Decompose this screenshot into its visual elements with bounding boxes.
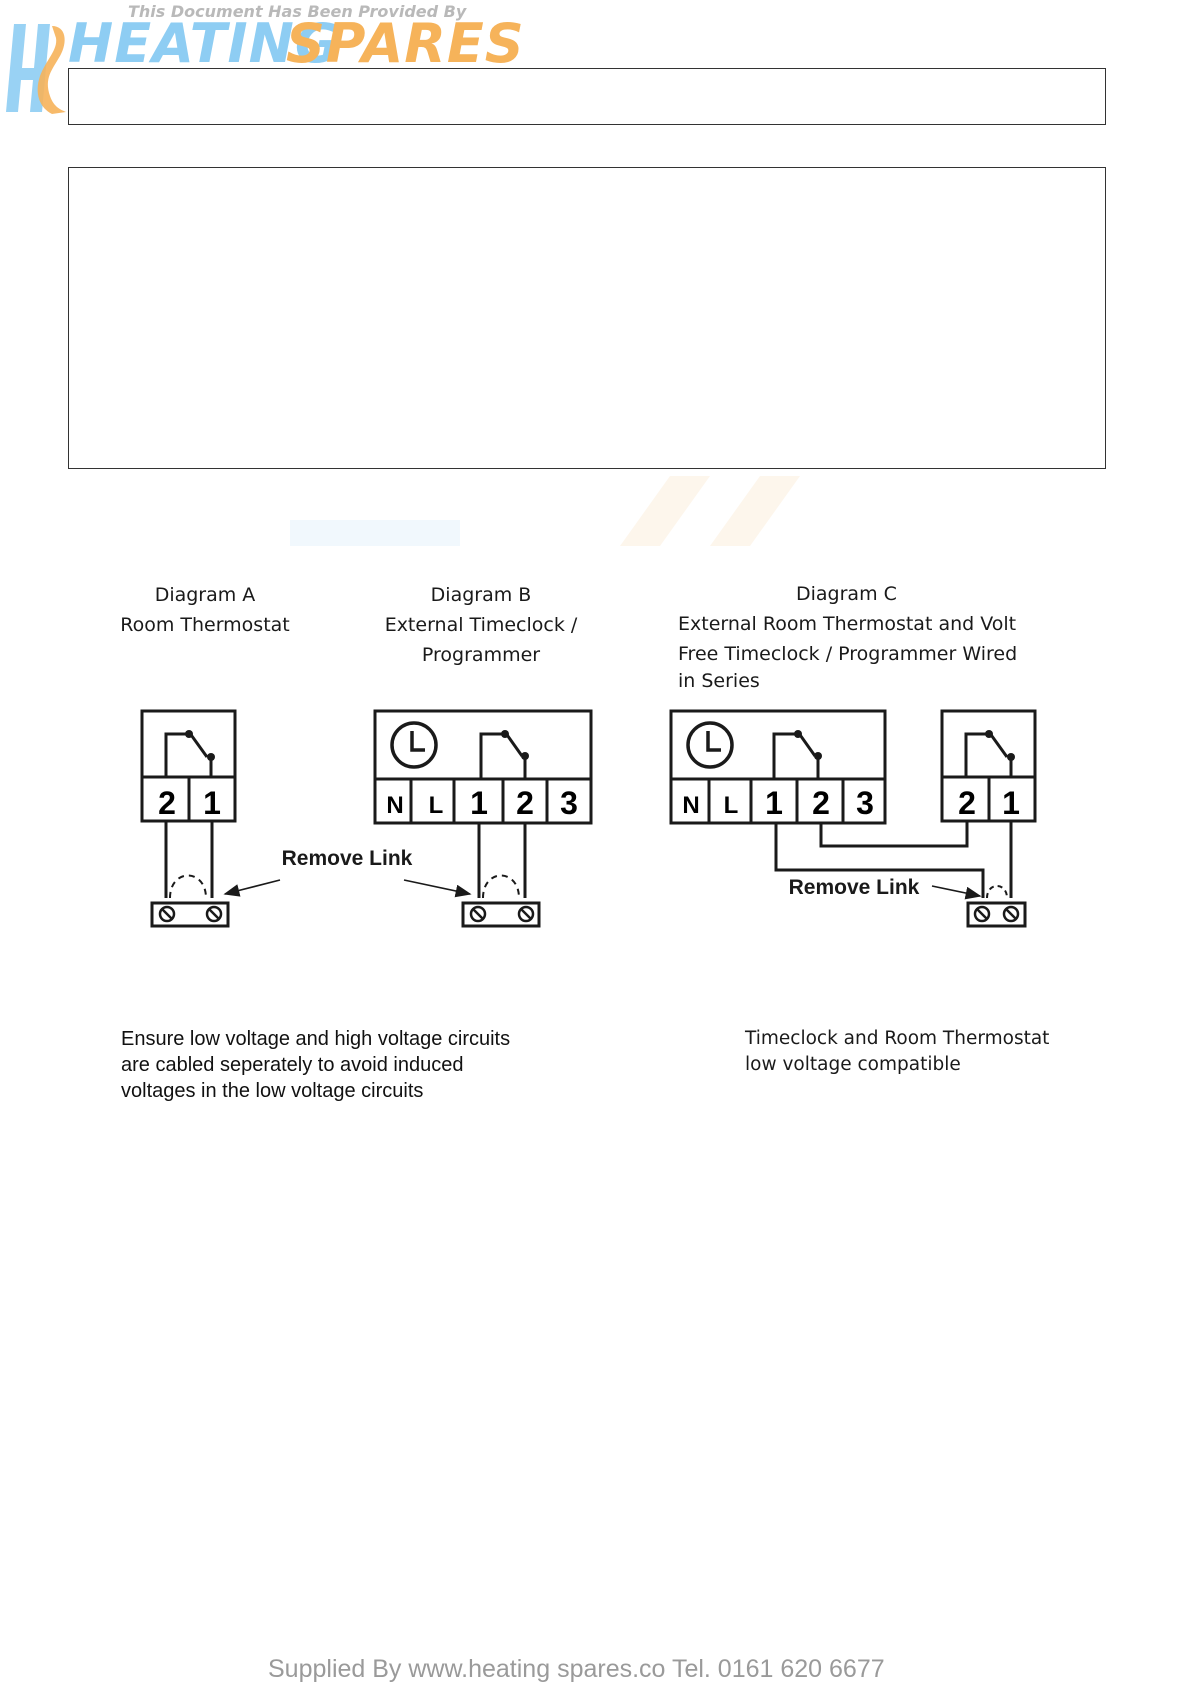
watermark-brand-spares: SPARES <box>286 12 525 75</box>
diagram-a-title: Diagram A <box>154 584 256 606</box>
note-left-line2: are cabled seperately to avoid induced <box>121 1054 464 1076</box>
diagram-b-terminal-1: 1 <box>470 785 488 821</box>
diagram-b-terminal-n: N <box>386 792 404 819</box>
diagram-c-series-wiring <box>776 821 1025 926</box>
note-right-line1: Timeclock and Room Thermostat <box>745 1028 1050 1049</box>
note-left-line1: Ensure low voltage and high voltage circuits <box>121 1028 511 1050</box>
diagram-b-terminal-l: L <box>428 792 444 819</box>
clock-icon <box>688 723 732 767</box>
diagram-c-title: Diagram C <box>796 583 897 605</box>
diagram-a-boiler-terminal <box>152 903 228 926</box>
diagram-c-thermostat-terminal-2: 2 <box>958 785 976 821</box>
diagram-b-terminal-2: 2 <box>516 785 534 821</box>
diagram-a-terminal-2: 2 <box>158 785 176 821</box>
diagram-c-terminal-2: 2 <box>812 785 830 821</box>
diagram-b-timeclock <box>375 711 591 926</box>
diagram-c-subtitle-line3: in Series <box>678 670 760 692</box>
timeclock-switch-icon <box>481 730 529 779</box>
diagram-c-thermostat <box>942 711 1035 821</box>
diagram-b-subtitle-line2: Programmer <box>421 644 541 666</box>
remove-link-label-ab: Remove Link <box>281 847 413 870</box>
diagram-c-thermostat-terminal-1: 1 <box>1002 785 1020 821</box>
timeclock-switch-icon <box>774 730 822 779</box>
compatibility-note <box>745 1026 1049 1078</box>
diagram-c-terminal-n: N <box>682 792 700 819</box>
diagram-b-subtitle-line1: External Timeclock / <box>384 614 578 636</box>
clock-icon <box>392 723 436 767</box>
remove-link-label-c: Remove Link <box>788 876 920 899</box>
note-right-line2: low voltage compatible <box>745 1054 961 1075</box>
diagram-c-subtitle-line1: External Room Thermostat and Volt <box>678 613 1017 635</box>
diagram-c-terminal-1: 1 <box>765 785 783 821</box>
watermark-brand-heating: HEATING <box>68 12 341 75</box>
diagram-c-timeclock <box>671 711 885 823</box>
diagram-a-terminal-1: 1 <box>203 785 221 821</box>
watermark-tagline: This Document Has Been Provided By <box>128 2 467 21</box>
diagram-a-thermostat <box>142 711 235 926</box>
diagram-c-terminal-3: 3 <box>856 785 874 821</box>
diagram-b-boiler-terminal <box>463 903 539 926</box>
thermostat-switch-icon <box>166 730 215 777</box>
diagram-c-subtitle-line2: Free Timeclock / Programmer Wired <box>678 643 1018 665</box>
supplier-footer: Supplied By www.heating spares.co Tel. 0161 620 6677 <box>268 1655 885 1683</box>
diagram-c-boiler-terminal <box>968 903 1025 926</box>
diagram-c-terminal-l: L <box>723 792 739 819</box>
thermostat-switch-icon <box>966 730 1015 777</box>
diagram-b-terminal-3: 3 <box>560 785 578 821</box>
note-left-line3: voltages in the low voltage circuits <box>121 1080 424 1102</box>
diagram-b-title: Diagram B <box>430 584 532 606</box>
voltage-separation-note <box>121 1026 510 1104</box>
diagram-a-subtitle: Room Thermostat <box>120 614 290 636</box>
